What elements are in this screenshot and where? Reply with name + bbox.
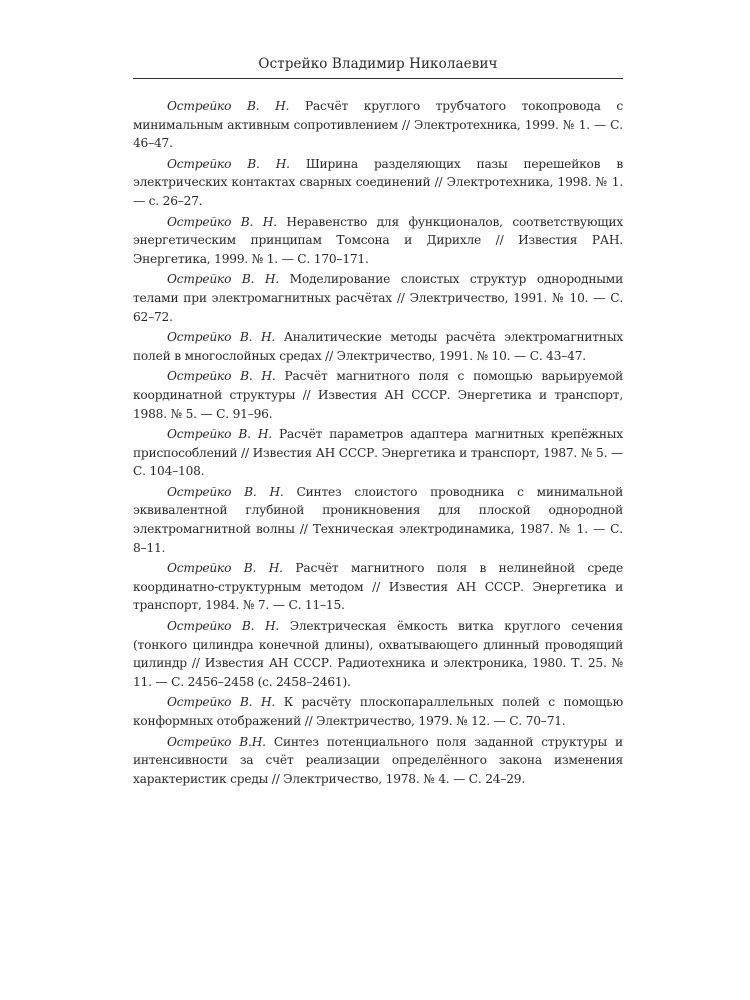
reference-author: Острейко В. Н. — [167, 214, 277, 229]
header-divider — [133, 78, 623, 79]
reference-text: Аналитические методы расчёта электромагнитных полей в многослойных средах // Электричество, 1991. № 10. — С. 43–47. — [133, 330, 623, 363]
reference-author: Острейко В. Н. — [167, 484, 284, 499]
reference-text: Синтез слоистого проводника с минимальной эквивалентной глубиной проникновения для плоской однородной электромагнитной волны // Техническая электродинамика, 1987. № 1. — С. 8–11. — [133, 484, 623, 555]
reference-item — [133, 155, 623, 211]
reference-item — [133, 693, 623, 730]
reference-author: Острейко В. Н. — [167, 427, 272, 442]
reference-text: Расчёт круглого трубчатого токопровода с минимальным активным сопротивлением // Электротехника, 1999. № 1. — С. 46–47. — [133, 99, 623, 151]
reference-item — [133, 367, 623, 423]
reference-item — [133, 425, 623, 481]
reference-item — [133, 617, 623, 691]
reference-list — [133, 97, 623, 790]
reference-item — [133, 328, 623, 365]
reference-item — [133, 559, 623, 615]
reference-author: Острейко В. Н. — [167, 695, 276, 710]
reference-author: Острейко В. Н. — [167, 619, 280, 634]
reference-author: Острейко В.Н. — [167, 734, 266, 749]
reference-author: Острейко В. Н. — [167, 272, 280, 287]
reference-item — [133, 733, 623, 789]
reference-text: Моделирование слоистых структур однородными телами при электромагнитных расчётах // Электричество, 1991. № 10. — С. 62–72. — [133, 272, 623, 324]
reference-item — [133, 213, 623, 269]
reference-author: Острейко В. Н. — [167, 330, 276, 345]
reference-text: К расчёту плоскопараллельных полей с помощью конформных отображений // Электричество, 1979. № 12. — С. 70–71. — [133, 695, 623, 728]
reference-author: Острейко В. Н. — [167, 561, 283, 576]
running-header-title: Острейко Владимир Николаевич — [258, 56, 498, 72]
reference-text: Ширина разделяющих пазы перешейков в электрических контактах сварных соединений // Электротехника, 1998. № 1. — с. 26–27. — [133, 156, 623, 208]
reference-author: Острейко В. Н. — [167, 99, 290, 113]
reference-text: Расчёт магнитного поля в нелинейной среде координатно-структурным методом // Известия АН СССР. Энергетика и транспорт, 1984. № 7. — С. 11–15. — [133, 561, 623, 613]
reference-author: Острейко В. Н. — [167, 369, 276, 384]
reference-text: Неравенство для функционалов, соответствующих энергетическим принципам Томсона и Дирихле // Известия РАН. Энергетика, 1999. № 1. — С. 170–171. — [133, 214, 623, 266]
reference-text: Электрическая ёмкость витка круглого сечения (тонкого цилиндра конечной длины), охватывающего длинный проводящий цилиндр // Известия АН СССР. Радиотехника и электроника, 1980. Т. 25. № 11. — С. 2456–2458 (с. 2458–2461). — [133, 619, 623, 689]
reference-text: Синтез потенциального поля заданной структуры и интенсивности за счёт реализации определённого закона изменения характеристик среды // Электричество, 1978. № 4. — С. 24–29. — [133, 734, 623, 786]
reference-item — [133, 270, 623, 326]
reference-item — [133, 483, 623, 557]
reference-item — [133, 97, 623, 153]
reference-text: Расчёт магнитного поля с помощью варьируемой координатной структуры // Известия АН СССР. Энергетика и транспорт, 1988. № 5. — С. 91–96. — [133, 369, 624, 421]
reference-author: Острейко В. Н. — [167, 156, 290, 171]
reference-text: Расчёт параметров адаптера магнитных крепёжных приспособлений // Известия АН СССР. Энергетика и транспорт, 1987. № 5. — С. 104–108. — [133, 427, 623, 479]
